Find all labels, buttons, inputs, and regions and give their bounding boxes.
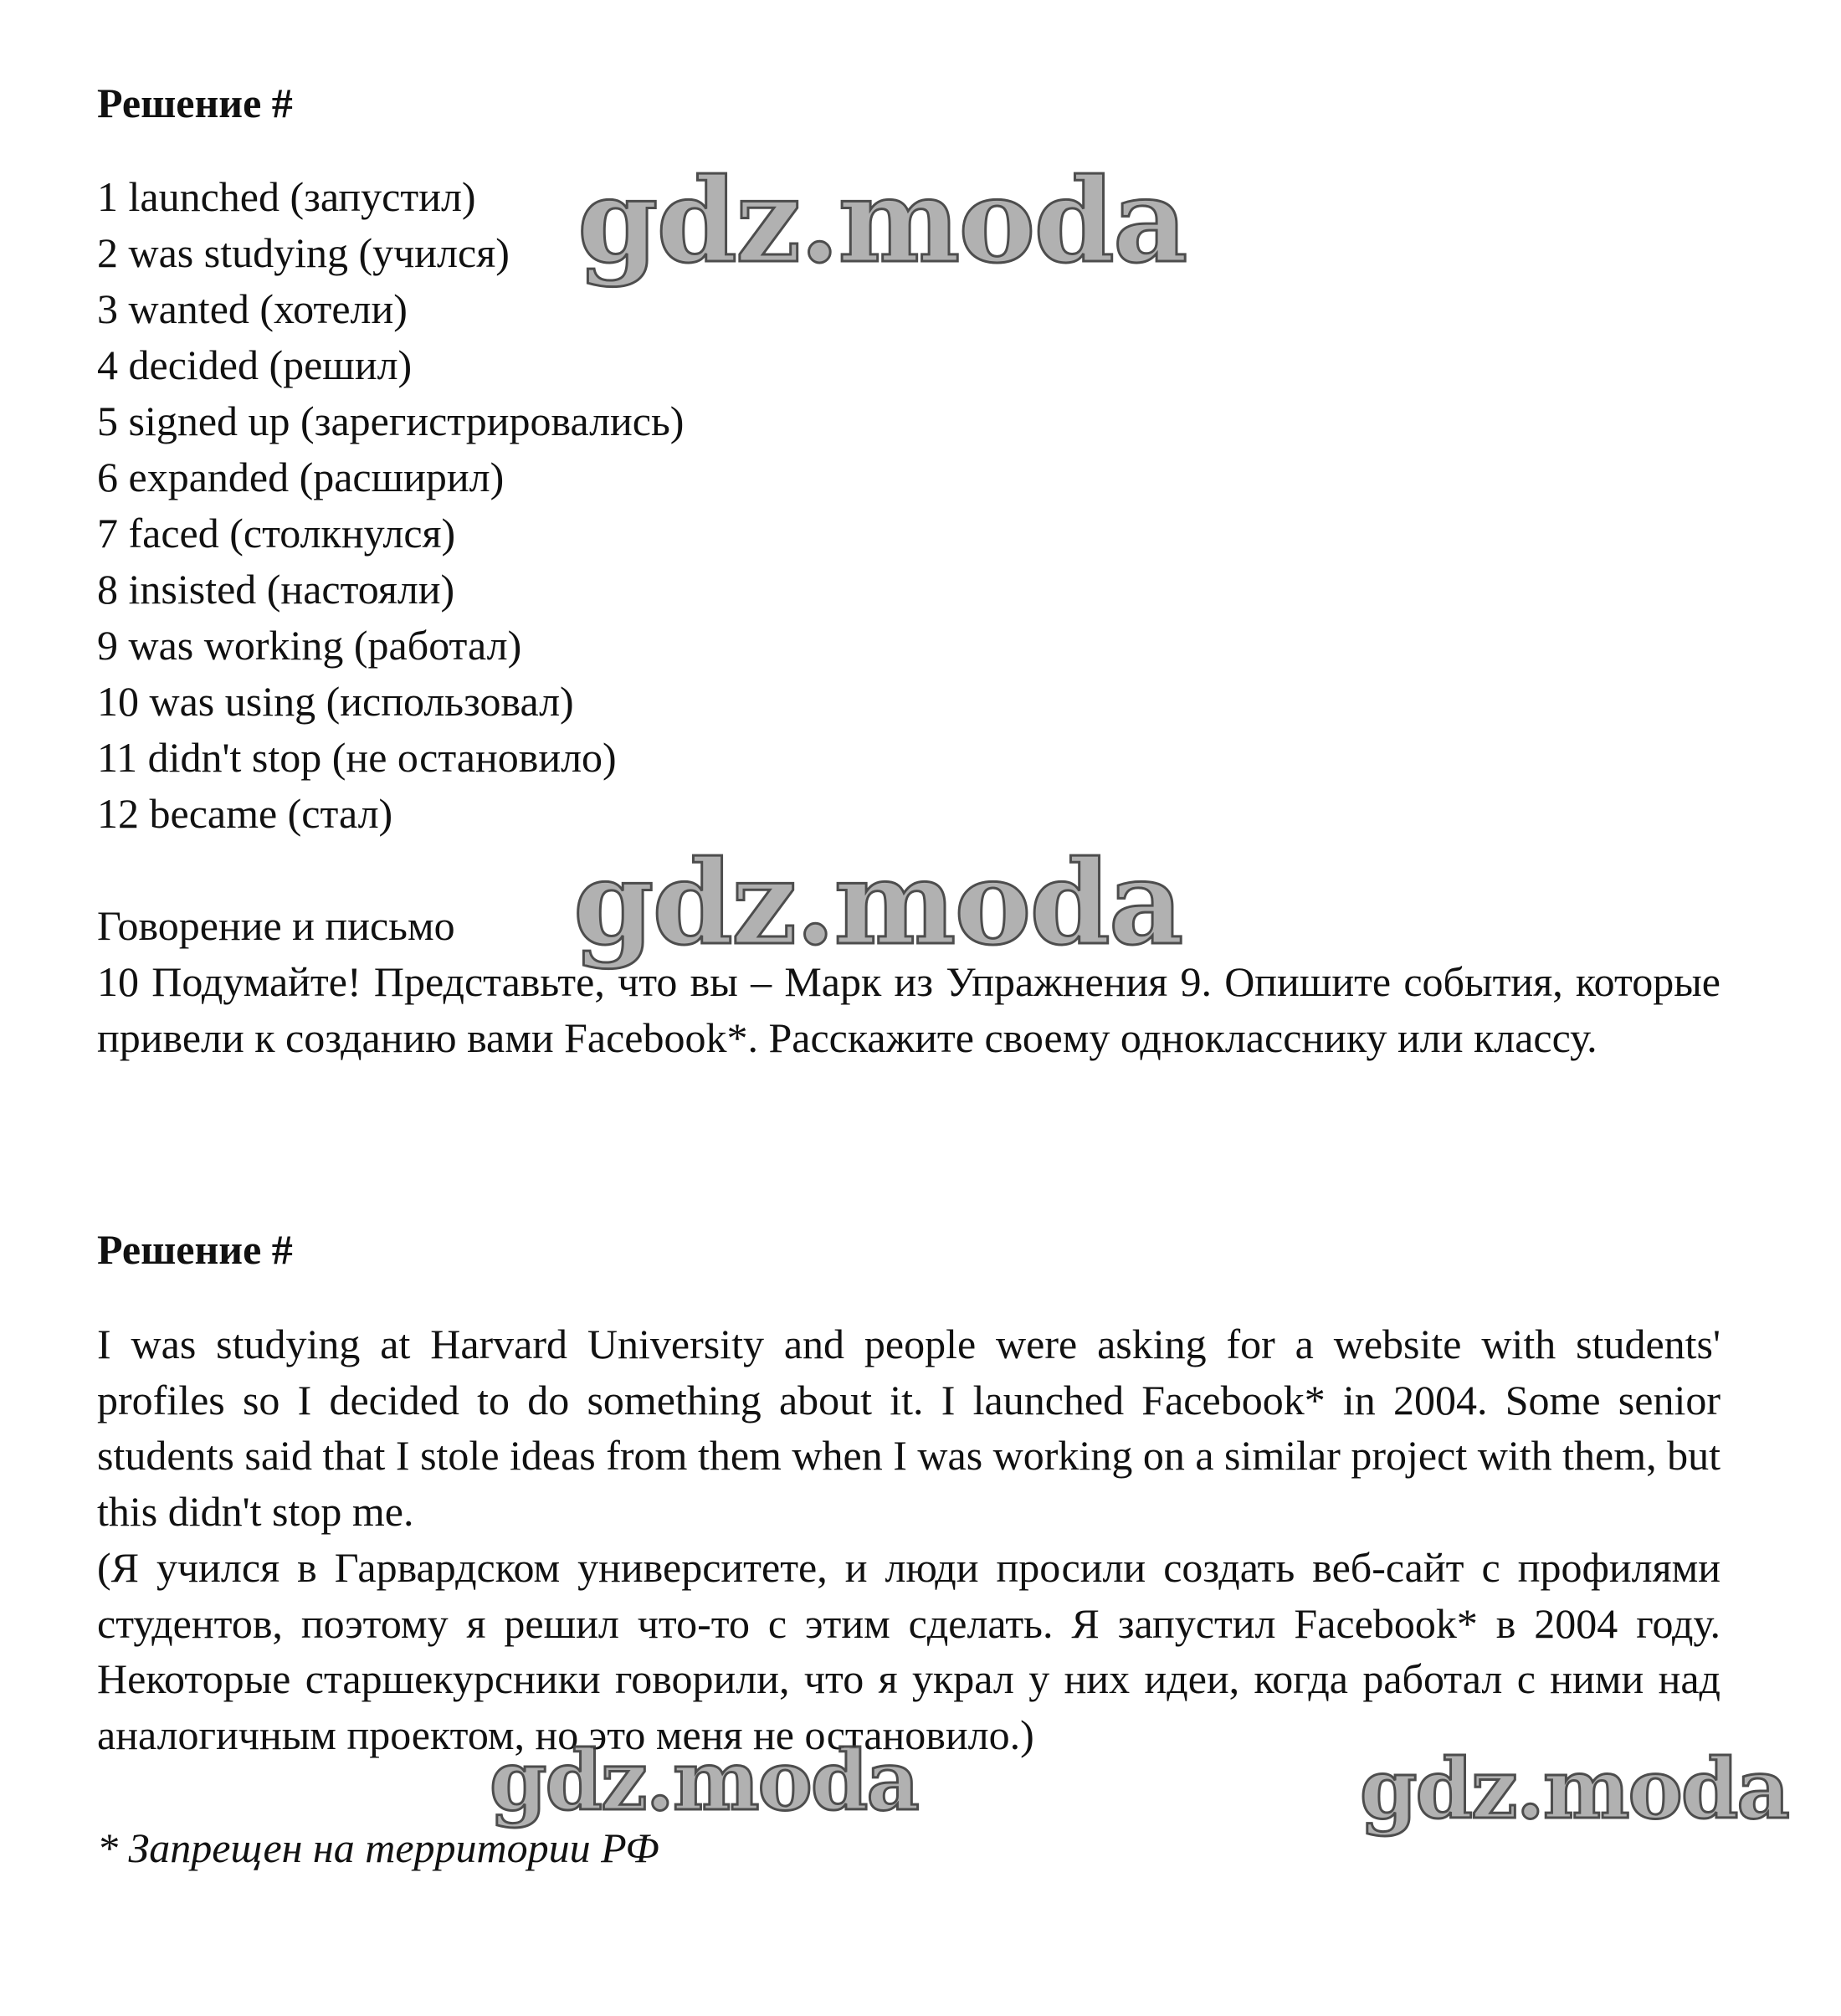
section-title: Говорение и письмо: [97, 902, 455, 949]
watermark-logo: gdz.moda: [490, 1733, 918, 1829]
answer-item: 4 decided (решил): [97, 341, 413, 388]
answer-item: 11 didn't stop (не остановило): [97, 734, 617, 781]
essay-english: I was studying at Harvard University and people were asking for a website with students' profiles so I decided to do something about it. I launched Facebook* in 2004. Some senior students said that I stole ideas from them when I was working on a similar project with them, but this didn't stop me.: [97, 1321, 1720, 1535]
answer-item: 8 insisted (настояли): [97, 566, 455, 613]
essay-russian: (Я учился в Гарвардском университете, и люди просили создать веб-сайт с профилями студентов, поэтому я решил что-то с этим сделать. Я запустил Facebook* в 2004 году. Некоторые старшекурсники говорили, что я украл у них идеи, когда работал с ними над аналогичным проектом, но это меня не остановило.): [97, 1544, 1720, 1758]
answer-item: 5 signed up (зарегистрировались): [97, 398, 685, 444]
answer-item: 7 faced (столкнулся): [97, 510, 456, 557]
task-text: 10 Подумайте! Представьте, что вы – Марк из Упражнения 9. Опишите события, которые привели к созданию вами Facebook*. Расскажите своему однокласснику или классу.: [97, 958, 1720, 1061]
answer-item: 2 was studying (учился): [97, 229, 510, 276]
footnote: * Запрещен на территории РФ: [97, 1824, 659, 1871]
watermark-logo: gdz.moda: [577, 152, 1187, 289]
answer-item: 12 became (стал): [97, 790, 393, 837]
answer-item: 6 expanded (расширил): [97, 454, 505, 500]
answer-item: 9 was working (работал): [97, 622, 522, 669]
watermark-logo: gdz.moda: [1360, 1742, 1788, 1838]
solution-heading: Решение #: [97, 80, 293, 126]
answer-item: 3 wanted (хотели): [97, 285, 408, 332]
second-solution-heading: Решение #: [97, 1226, 293, 1273]
answer-item: 1 launched (запустил): [97, 173, 476, 220]
watermark-logo: gdz.moda: [573, 834, 1182, 971]
answer-item: 10 was using (использовал): [97, 678, 574, 725]
